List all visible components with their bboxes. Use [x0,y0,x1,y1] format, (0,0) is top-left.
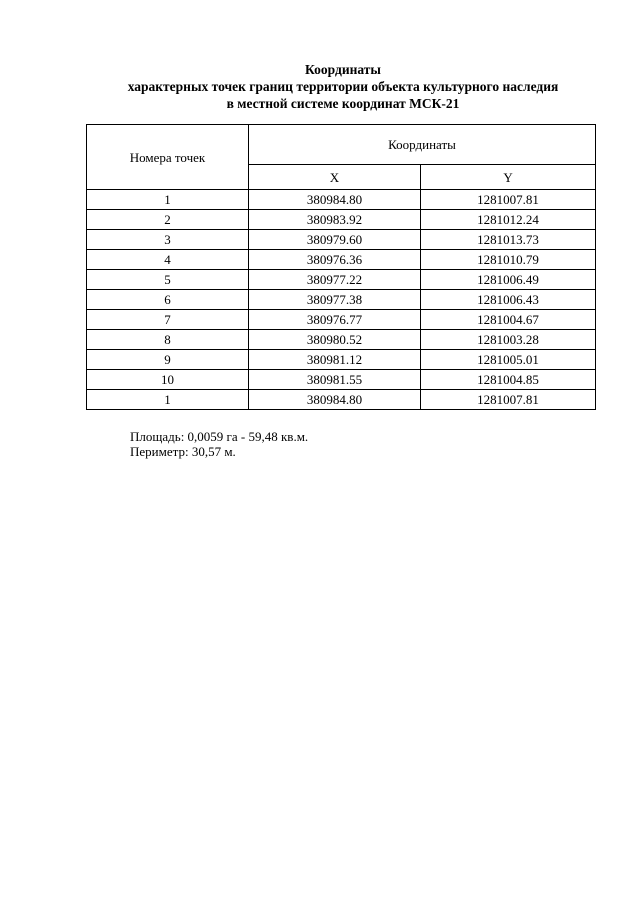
table-row [87,230,596,250]
x-coordinate-cell: 380976.36 [249,250,421,270]
title-line-2: характерных точек границ территории объекта культурного наследия [127,79,559,94]
perimeter-text: Периметр: 30,57 м. [130,444,236,459]
y-coordinate-cell: 1281003.28 [421,330,596,350]
table-row [87,390,596,410]
x-coordinate-cell: 380977.22 [249,270,421,290]
point-number-cell: 2 [87,210,249,230]
area-text: Площадь: 0,0059 га - 59,48 кв.м. [130,429,309,444]
y-coordinate-cell: 1281013.73 [421,230,596,250]
table-row [87,190,596,210]
point-number-cell: 3 [87,230,249,250]
y-coordinate-cell: 1281012.24 [421,210,596,230]
summary-block [130,429,308,459]
y-coordinate-cell: 1281004.85 [421,370,596,390]
y-coordinate-cell: 1281007.81 [421,190,596,210]
x-coordinate-cell: 380977.38 [249,290,421,310]
y-coordinate-cell: 1281004.67 [421,310,596,330]
point-number-cell: 7 [87,310,249,330]
header-point-numbers: Номера точек [87,125,249,190]
title-line-3: в местной системе координат МСК-21 [226,96,460,111]
x-coordinate-cell: 380981.12 [249,350,421,370]
x-coordinate-cell: 380984.80 [249,190,421,210]
x-coordinate-cell: 380983.92 [249,210,421,230]
header-x: X [249,165,421,190]
point-number-cell: 6 [87,290,249,310]
table-row [87,310,596,330]
table-row [87,210,596,230]
point-number-cell: 10 [87,370,249,390]
x-coordinate-cell: 380979.60 [249,230,421,250]
header-y: Y [421,165,596,190]
x-coordinate-cell: 380980.52 [249,330,421,350]
point-number-cell: 4 [87,250,249,270]
header-coordinates: Координаты [249,125,596,165]
x-coordinate-cell: 380984.80 [249,390,421,410]
point-number-cell: 9 [87,350,249,370]
table-row [87,270,596,290]
point-number-cell: 5 [87,270,249,290]
y-coordinate-cell: 1281006.43 [421,290,596,310]
table-header-row [87,125,596,165]
y-coordinate-cell: 1281010.79 [421,250,596,270]
table-row [87,350,596,370]
point-number-cell: 8 [87,330,249,350]
point-number-cell: 1 [87,190,249,210]
table-row [87,290,596,310]
coordinates-table [86,124,596,410]
table-row [87,330,596,350]
table-row [87,370,596,390]
title-line-1: Координаты [305,62,381,77]
x-coordinate-cell: 380976.77 [249,310,421,330]
point-number-cell: 1 [87,390,249,410]
document-title [0,61,640,112]
table-row [87,250,596,270]
y-coordinate-cell: 1281007.81 [421,390,596,410]
y-coordinate-cell: 1281006.49 [421,270,596,290]
x-coordinate-cell: 380981.55 [249,370,421,390]
y-coordinate-cell: 1281005.01 [421,350,596,370]
